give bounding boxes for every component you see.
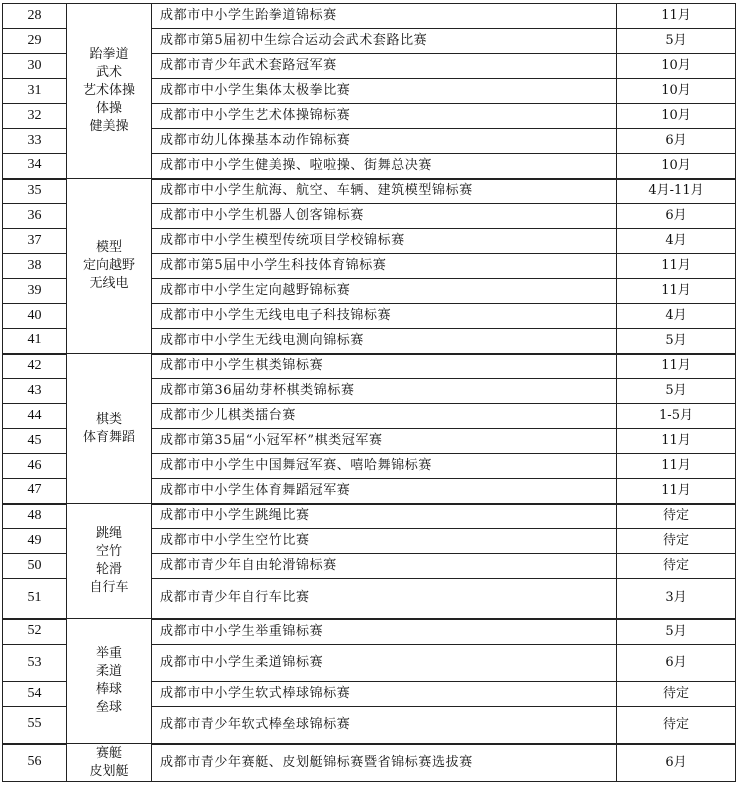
competition-time: 6月: [617, 744, 736, 782]
category-line: 艺术体操: [82, 83, 135, 99]
competition-name: 成都市中小学生模型传统项目学校锦标赛: [152, 229, 617, 254]
row-number: 38: [3, 254, 67, 279]
competition-name: 成都市中小学生软式棒球锦标赛: [152, 682, 617, 707]
competition-time: 6月: [617, 645, 736, 682]
competition-time: 11月: [617, 354, 736, 379]
row-number: 52: [3, 619, 67, 645]
competition-name: 成都市青少年赛艇、皮划艇锦标赛暨省锦标赛选拔赛: [152, 744, 617, 782]
row-number: 35: [3, 179, 67, 204]
row-number: 41: [3, 329, 67, 354]
category-line: 举重: [95, 646, 122, 662]
competition-name: 成都市青少年自行车比赛: [152, 579, 617, 619]
category-cell: [67, 179, 152, 354]
competition-time: 6月: [617, 204, 736, 229]
row-number: 49: [3, 529, 67, 554]
competition-table: [2, 3, 736, 782]
competition-name: 成都市中小学生跆拳道锦标赛: [152, 4, 617, 29]
competition-name: 成都市青少年软式棒垒球锦标赛: [152, 707, 617, 744]
competition-time: 5月: [617, 329, 736, 354]
row-number: 40: [3, 304, 67, 329]
category-line: 无线电: [89, 275, 129, 291]
competition-time: 4月-11月: [617, 179, 736, 204]
competition-name: 成都市中小学生艺术体操锦标赛: [152, 104, 617, 129]
competition-time: 11月: [617, 429, 736, 454]
competition-name: 成都市青少年自由轮滑锦标赛: [152, 554, 617, 579]
category-line: 武术: [95, 65, 122, 81]
competition-name: 成都市中小学生集体太极拳比赛: [152, 79, 617, 104]
competition-name: 成都市中小学生无线电电子科技锦标赛: [152, 304, 617, 329]
competition-name: 成都市中小学生无线电测向锦标赛: [152, 329, 617, 354]
category-line: 健美操: [89, 118, 129, 134]
row-number: 33: [3, 129, 67, 154]
category-line: 自行车: [89, 579, 129, 595]
competition-name: 成都市中小学生柔道锦标赛: [152, 645, 617, 682]
competition-name: 成都市中小学生中国舞冠军赛、嘻哈舞锦标赛: [152, 454, 617, 479]
competition-time: 4月: [617, 304, 736, 329]
row-number: 28: [3, 4, 67, 29]
row-number: 42: [3, 354, 67, 379]
competition-time: 1-5月: [617, 404, 736, 429]
competition-time: 4月: [617, 229, 736, 254]
category-line: 垒球: [95, 699, 122, 715]
competition-time: 11月: [617, 254, 736, 279]
competition-name: 成都市中小学生空竹比赛: [152, 529, 617, 554]
row-number: 55: [3, 707, 67, 744]
category-line: 棋类: [95, 411, 122, 427]
category-line: 定向越野: [82, 258, 135, 274]
competition-time: 6月: [617, 129, 736, 154]
category-line: 模型: [95, 240, 122, 256]
competition-name: 成都市中小学生体育舞蹈冠军赛: [152, 479, 617, 504]
competition-name: 成都市少儿棋类擂台赛: [152, 404, 617, 429]
competition-name: 成都市青少年武术套路冠军赛: [152, 54, 617, 79]
competition-name: 成都市中小学生健美操、啦啦操、街舞总决赛: [152, 154, 617, 179]
category-cell: [67, 619, 152, 744]
competition-time: 10月: [617, 54, 736, 79]
competition-name: 成都市中小学生机器人创客锦标赛: [152, 204, 617, 229]
competition-time: 5月: [617, 619, 736, 645]
category-cell: [67, 744, 152, 782]
row-number: 54: [3, 682, 67, 707]
row-number: 32: [3, 104, 67, 129]
competition-name: 成都市中小学生跳绳比赛: [152, 504, 617, 529]
competition-name: 成都市第5届初中生综合运动会武术套路比赛: [152, 29, 617, 54]
competition-time: 11月: [617, 454, 736, 479]
row-number: 36: [3, 204, 67, 229]
competition-name: 成都市第5届中小学生科技体育锦标赛: [152, 254, 617, 279]
row-number: 46: [3, 454, 67, 479]
competition-name: 成都市幼儿体操基本动作锦标赛: [152, 129, 617, 154]
row-number: 50: [3, 554, 67, 579]
competition-time: 待定: [617, 529, 736, 554]
competition-time: 10月: [617, 104, 736, 129]
category-line: 空竹: [95, 544, 122, 560]
category-line: 体操: [95, 100, 122, 116]
category-line: 跳绳: [95, 526, 122, 542]
category-cell: [67, 354, 152, 504]
row-number: 31: [3, 79, 67, 104]
competition-name: 成都市第36届幼芽杯棋类锦标赛: [152, 379, 617, 404]
category-line: 皮划艇: [89, 763, 129, 779]
competition-name: 成都市中小学生航海、航空、车辆、建筑模型锦标赛: [152, 179, 617, 204]
competition-time: 11月: [617, 4, 736, 29]
competition-time: 待定: [617, 707, 736, 744]
row-number: 51: [3, 579, 67, 619]
competition-time: 待定: [617, 504, 736, 529]
competition-time: 11月: [617, 279, 736, 304]
row-number: 34: [3, 154, 67, 179]
category-line: 体育舞蹈: [82, 429, 135, 445]
row-number: 44: [3, 404, 67, 429]
competition-time: 11月: [617, 479, 736, 504]
category-cell: [67, 4, 152, 179]
competition-time: 待定: [617, 554, 736, 579]
row-number: 45: [3, 429, 67, 454]
row-number: 39: [3, 279, 67, 304]
competition-time: 3月: [617, 579, 736, 619]
row-number: 30: [3, 54, 67, 79]
category-line: 跆拳道: [89, 47, 129, 63]
competition-time: 10月: [617, 154, 736, 179]
competition-time: 10月: [617, 79, 736, 104]
competition-time: 5月: [617, 29, 736, 54]
row-number: 43: [3, 379, 67, 404]
competition-name: 成都市中小学生棋类锦标赛: [152, 354, 617, 379]
category-line: 赛艇: [95, 745, 122, 761]
competition-name: 成都市中小学生定向越野锦标赛: [152, 279, 617, 304]
row-number: 48: [3, 504, 67, 529]
category-line: 棒球: [95, 682, 122, 697]
category-cell: [67, 504, 152, 619]
row-number: 29: [3, 29, 67, 54]
competition-name: 成都市中小学生举重锦标赛: [152, 619, 617, 645]
competition-name: 成都市第35届“小冠军杯”棋类冠军赛: [152, 429, 617, 454]
row-number: 53: [3, 645, 67, 682]
category-line: 轮滑: [95, 562, 122, 577]
row-number: 56: [3, 744, 67, 782]
row-number: 47: [3, 479, 67, 504]
category-line: 柔道: [95, 664, 122, 680]
row-number: 37: [3, 229, 67, 254]
competition-time: 5月: [617, 379, 736, 404]
competition-time: 待定: [617, 682, 736, 707]
